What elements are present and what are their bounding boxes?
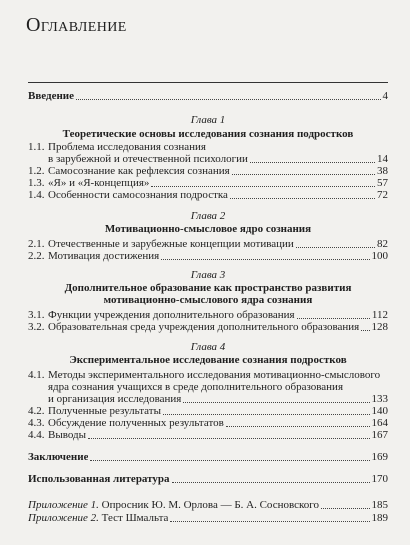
leader-dots bbox=[321, 508, 369, 509]
leader-dots bbox=[250, 162, 375, 163]
toc-entry-2-2[interactable]: 2.2. Мотивация достижения 100 bbox=[28, 250, 388, 262]
toc-entry-1-4[interactable]: 1.4. Особенности самосознания подростка 72 bbox=[28, 189, 388, 201]
toc-entry-2-1[interactable]: 2.1. Отечественные и зарубежные концепции мотивации 82 bbox=[28, 238, 388, 250]
toc-entry-1-1-line1[interactable]: 1.1. Проблема исследования сознания bbox=[28, 141, 206, 153]
toc-entry-appendix-1[interactable]: Приложение 1. Опросник Ю. М. Орлова — Б. А. Сосновского 185 bbox=[28, 499, 388, 511]
leader-dots bbox=[161, 259, 369, 260]
leader-dots bbox=[88, 438, 369, 439]
toc-entry-appendix-2[interactable]: Приложение 2. Тест Шмальта 189 bbox=[28, 512, 388, 524]
leader-dots bbox=[172, 482, 370, 483]
leader-dots bbox=[230, 198, 375, 199]
chapter-3-label: Глава 3 bbox=[190, 269, 226, 281]
leader-dots bbox=[232, 174, 375, 175]
toc-entry-references[interactable]: Использованная литература 170 bbox=[28, 473, 388, 485]
toc-entry-4-2[interactable]: 4.2. Полученные результаты 140 bbox=[28, 405, 388, 417]
chapter-1-title: Теоретические основы исследования сознания подростков bbox=[62, 128, 354, 140]
chapter-2-title: Мотивационно-смысловое ядро сознания bbox=[104, 223, 312, 235]
toc-entry-4-1[interactable]: и организация исследования 133 bbox=[48, 393, 388, 405]
leader-dots bbox=[170, 521, 369, 522]
chapter-3-title-line1: Дополнительное образование как пространство развития bbox=[64, 282, 352, 294]
toc-entry-3-2[interactable]: 3.2. Образовательная среда учреждения дополнительного образования 128 bbox=[28, 321, 388, 333]
toc-entry-1-1[interactable]: в зарубежной и отечественной психологии 14 bbox=[48, 153, 388, 165]
leader-dots bbox=[151, 186, 375, 187]
leader-dots bbox=[90, 460, 369, 461]
leader-dots bbox=[183, 402, 369, 403]
toc-entry-1-3[interactable]: 1.3. «Я» и «Я-концепция» 57 bbox=[28, 177, 388, 189]
leader-dots bbox=[226, 426, 370, 427]
chapter-2-label: Глава 2 bbox=[190, 210, 226, 222]
chapter-4-title: Экспериментальное исследование сознания подростков bbox=[69, 354, 347, 366]
toc-entry-4-1-line1[interactable]: 4.1. Методы экспериментального исследования мотивационно-смыслового bbox=[28, 369, 381, 381]
chapter-3-title-line2: мотивационно-смыслового ядра сознания bbox=[103, 294, 313, 306]
page-title: Оглавление bbox=[26, 14, 127, 36]
toc-entry-4-4[interactable]: 4.4. Выводы 167 bbox=[28, 429, 388, 441]
toc-entry-conclusion[interactable]: Заключение 169 bbox=[28, 451, 388, 463]
top-divider bbox=[28, 82, 388, 83]
toc-entry-3-1[interactable]: 3.1. Функции учреждения дополнительного образования 112 bbox=[28, 309, 388, 321]
toc-entry-4-1-line2[interactable]: ядра сознания учащихся в среде дополнительного образования bbox=[48, 381, 344, 393]
leader-dots bbox=[76, 99, 380, 100]
chapter-4-label: Глава 4 bbox=[190, 341, 226, 353]
leader-dots bbox=[297, 318, 370, 319]
toc-entry-4-3[interactable]: 4.3. Обсуждение полученных результатов 164 bbox=[28, 417, 388, 429]
toc-entry-introduction[interactable]: Введение 4 bbox=[28, 90, 388, 102]
leader-dots bbox=[296, 247, 375, 248]
toc-entry-1-2[interactable]: 1.2. Самосознание как рефлексия сознания 38 bbox=[28, 165, 388, 177]
chapter-1-label: Глава 1 bbox=[190, 114, 226, 126]
leader-dots bbox=[163, 414, 370, 415]
leader-dots bbox=[361, 330, 369, 331]
